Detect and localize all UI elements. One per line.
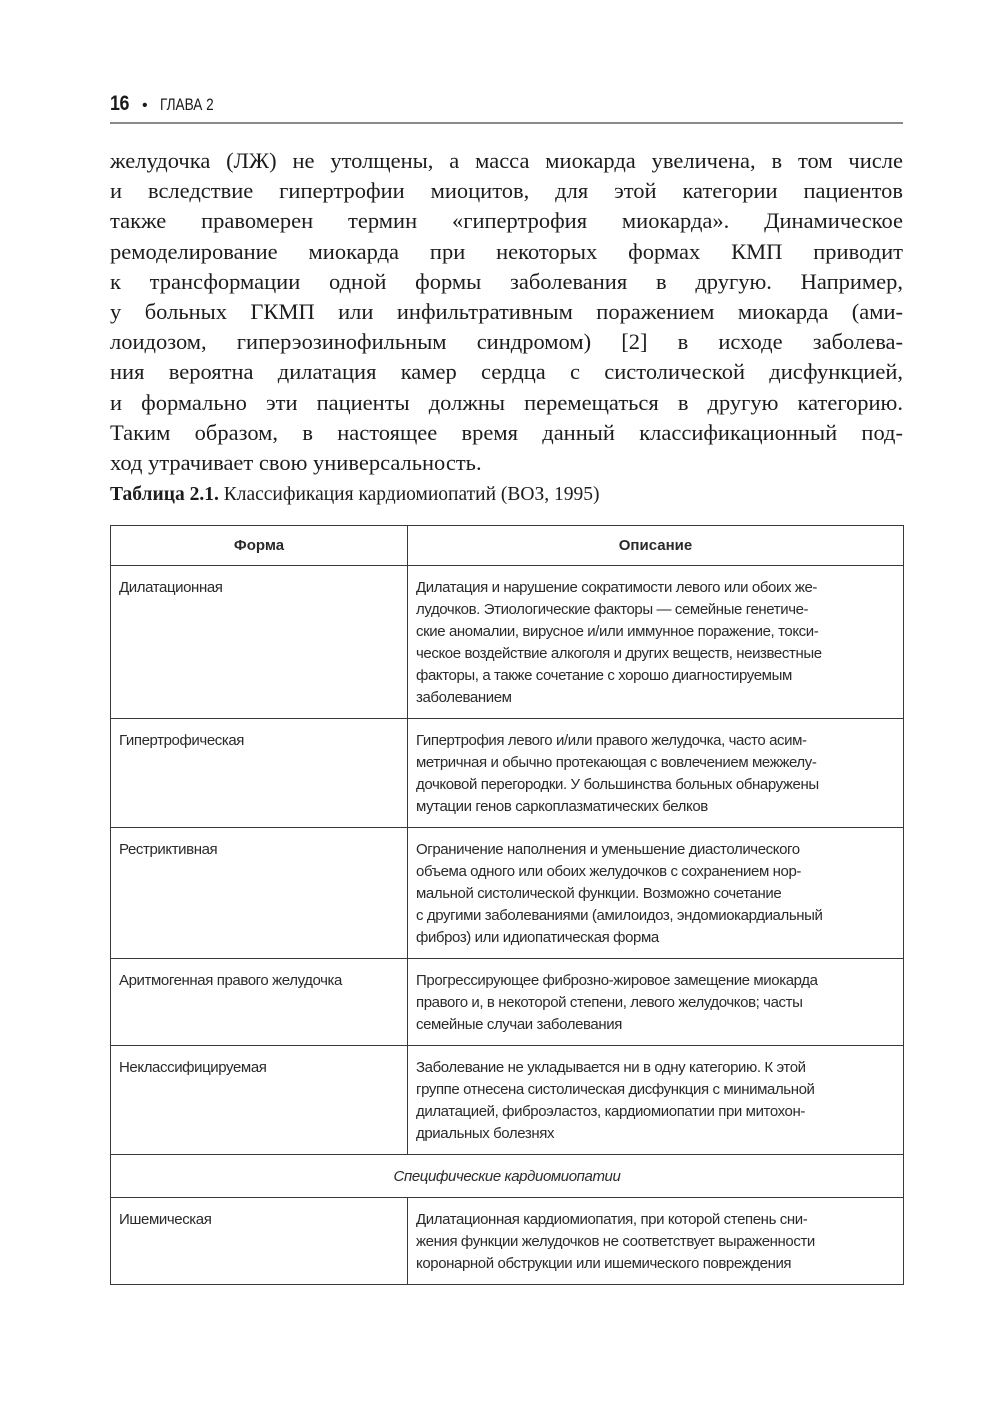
description-line: ские аномалии, вирусное и/или иммунное поражение, токси-: [416, 623, 819, 640]
description-line: дриальных болезнях: [416, 1125, 555, 1142]
body-line: и формально эти пациенты должны перемещаться в другую категорию.: [110, 389, 903, 415]
body-line: лоидозом, гиперэозинофильным синдромом) [2] в исходе заболева-: [110, 329, 903, 355]
body-line: ход утрачивает свою универсальность.: [110, 450, 482, 476]
description-line: фиброз) или идиопатическая форма: [416, 929, 659, 946]
form-cell: Дилатационная: [111, 566, 408, 719]
table-section-row: [111, 1155, 904, 1198]
description-cell: [408, 959, 904, 1046]
description-line: жения функции желудочков не соответствует выраженности: [416, 1233, 815, 1250]
description-line: Заболевание не укладывается ни в одну категорию. К этой: [416, 1059, 806, 1076]
body-line: ремоделирование миокарда при некоторых формах КМП приводит: [110, 238, 903, 264]
cardiomyopathy-classification-table: [110, 525, 904, 1285]
running-head: [110, 92, 903, 116]
description-cell: [408, 1198, 904, 1285]
table-row: [111, 1046, 904, 1155]
table-row: [111, 828, 904, 959]
table-header-row: [111, 526, 904, 566]
body-line: ния вероятна дилатация камер сердца с систолической дисфункцией,: [110, 359, 903, 385]
description-line: мальной систолической функции. Возможно сочетание: [416, 885, 782, 902]
description-line: семейные случаи заболевания: [416, 1016, 622, 1033]
column-header-form: Форма: [111, 526, 408, 566]
description-line: Ограничение наполнения и уменьшение диастолического: [416, 841, 800, 858]
description-line: коронарной обструкции или ишемического повреждения: [416, 1255, 792, 1272]
column-header-description: Описание: [408, 526, 904, 566]
table-row: [111, 719, 904, 828]
chapter-label: ГЛАВА 2: [159, 95, 214, 114]
table-caption: [110, 484, 600, 506]
description-line: Гипертрофия левого и/или правого желудочка, часто асим-: [416, 732, 807, 749]
body-line: желудочка (ЛЖ) не утолщены, а масса миокарда увеличена, в том числе: [110, 148, 903, 173]
description-line: Дилатация и нарушение сократимости левого или обоих же-: [416, 579, 818, 596]
page-number: 16: [110, 92, 130, 115]
description-line: с другими заболеваниями (амилоидоз, эндомиокардиальный: [416, 907, 823, 924]
body-line: и вследствие гипертрофии миоцитов, для этой категории пациентов: [110, 178, 903, 204]
body-line: Таким образом, в настоящее время данный классификационный под-: [110, 419, 903, 445]
description-cell: [408, 1046, 904, 1155]
description-line: дилатацией, фиброэластоз, кардиомиопатии при митохон-: [416, 1103, 805, 1120]
description-line: метричная и обычно протекающая с вовлечением межжелу-: [416, 754, 817, 771]
description-line: правого и, в некоторой степени, левого желудочков; часты: [416, 994, 803, 1011]
table-row: [111, 1198, 904, 1285]
description-cell: [408, 719, 904, 828]
bullet-separator-icon: •: [142, 97, 148, 114]
description-line: объема одного или обоих желудочков с сохранением нор-: [416, 863, 802, 880]
form-cell: Рестриктивная: [111, 828, 408, 959]
table-row: [111, 959, 904, 1046]
section-label: Специфические кардиомиопатии: [111, 1155, 904, 1198]
description-cell: [408, 828, 904, 959]
body-line: у больных ГКМП или инфильтративным поражением миокарда (ами-: [110, 299, 903, 325]
header-rule-divider: [110, 122, 903, 124]
table-caption-text: Классификация кардиомиопатий (ВОЗ, 1995): [218, 484, 600, 505]
description-line: Дилатационная кардиомиопатия, при которой степень сни-: [416, 1211, 808, 1228]
table-caption-label: Таблица 2.1.: [110, 484, 219, 505]
body-line: также правомерен термин «гипертрофия миокарда». Динамическое: [110, 208, 903, 234]
description-line: Прогрессирующее фиброзно-жировое замещение миокарда: [416, 972, 818, 989]
table-row: [111, 566, 904, 719]
description-line: группе отнесена систолическая дисфункция с минимальной: [416, 1081, 815, 1098]
body-line: к трансформации одной формы заболевания в другую. Например,: [110, 268, 903, 294]
form-cell: Ишемическая: [111, 1198, 408, 1285]
description-line: лудочков. Этиологические факторы — семейные генетиче-: [416, 601, 809, 618]
description-line: ческое воздействие алкоголя и других веществ, неизвестные: [416, 645, 822, 662]
description-cell: [408, 566, 904, 719]
description-line: заболеванием: [416, 689, 512, 706]
form-cell: Аритмогенная правого желудочка: [111, 959, 408, 1046]
form-cell: Неклассифицируемая: [111, 1046, 408, 1155]
form-cell: Гипертрофическая: [111, 719, 408, 828]
body-paragraph: [110, 146, 903, 478]
description-line: мутации генов саркоплазматических белков: [416, 798, 708, 815]
description-line: дочковой перегородки. У большинства больных обнаружены: [416, 776, 819, 793]
description-line: факторы, а также сочетание с хорошо диагностируемым: [416, 667, 792, 684]
